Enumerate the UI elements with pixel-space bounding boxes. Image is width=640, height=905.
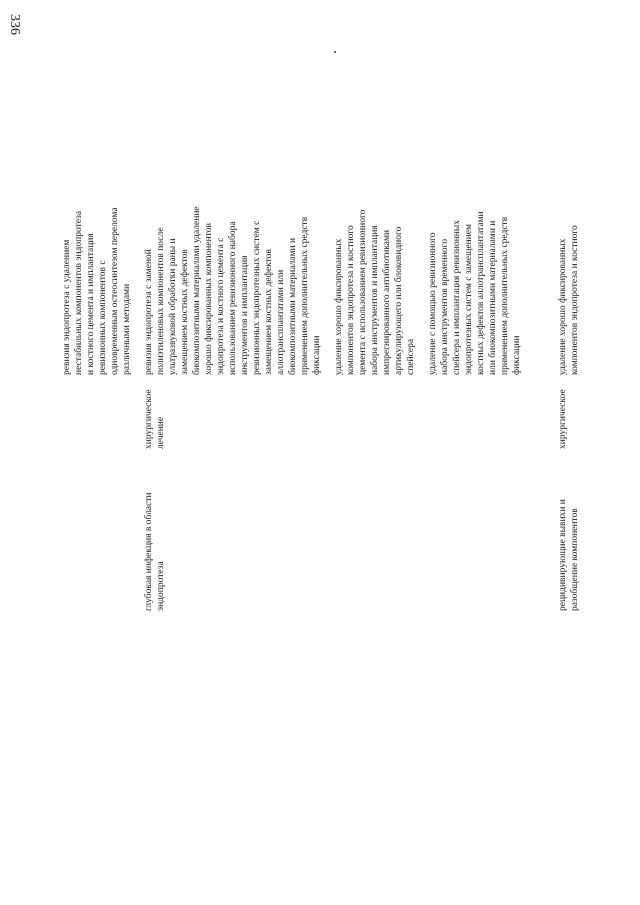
text-line: удаление хорошо фиксированных [558,238,568,375]
text-line: фиксации [312,335,322,375]
text-line: спейсера [406,338,416,375]
text-line: применением дополнительных средств [500,216,510,375]
text-line: лечение [156,416,166,449]
intervention-block [333,105,417,375]
text-line: инструментов и имплантация [240,255,250,375]
text-line: хирургическое [144,389,154,449]
text-line: различными методами [122,283,132,375]
text-line: полиэтиленовых компонентов после [156,227,166,375]
text-line: эндопротеза и костного цемента с [216,237,226,375]
text-line: и костного цемента и имплантация [86,233,96,375]
text-line: эндопротеза [156,561,166,611]
intervention-block [61,105,133,375]
text-line: рецидивирующие вывихи и [558,499,568,611]
rotated-table [61,45,581,905]
text-line: замещением костных дефектов [264,249,274,375]
text-line: ревизионных компонентов с [98,260,108,375]
intervention-cell [61,105,143,375]
text-line: ревизия эндопротеза с заменой [144,249,154,375]
condition-cell [143,461,167,611]
text-line: или биокомпозитными материалами и [488,220,498,375]
text-line: эндопротезных систем с замещением [464,223,474,375]
text-line: одновременным остеосинтезом перелома [110,207,120,375]
text-line: аллотрансплантатами или [276,269,286,375]
text-line: удаление с помощью ревизионного [428,232,438,375]
text-line: набора инструментов и имплантация [370,225,380,375]
text-line: биокомпозитными материалами и [288,237,298,375]
intervention-block [427,105,523,375]
text-line: нестабильных компонентов эндопротеза [74,210,84,375]
method-cell [143,379,167,449]
text-line: фиксации [512,335,522,375]
text-line: биокомпозитными материалами удаление [192,206,202,375]
text-line: замещением костных дефектов [180,249,190,375]
text-line: компонентов эндопротеза и костного [570,225,580,375]
text-line: импрегнированного антибиотиками [382,229,392,375]
text-line: набора инструментов временного [440,238,450,375]
text-line: цемента с использованием ревизионного [358,209,368,375]
page-number: 336 [7,14,22,35]
text-line: костных дефектов аллотрансплантатами [476,211,486,375]
method-cell [557,379,569,449]
text-line: артикулирующего или блоковидного [394,226,404,375]
text-line: глубокая инфекция в области [144,492,154,611]
intervention-block [143,105,323,375]
condition-cell [557,461,581,611]
intervention-cell [557,105,591,375]
text-line: ревизия эндопротеза с удалением [62,239,72,375]
text-line: хорошо фиксированных компонентов [204,223,214,375]
text-line: применением дополнительных средств [300,216,310,375]
text-line: хирургическое [558,389,568,449]
text-line: использованием ревизионного набора [228,221,238,375]
text-line: ревизионных эндопротезных систем с [252,220,262,375]
text-line: ультразвуковой обработки раны и [168,238,178,375]
text-line: разобщение компонентов [570,508,580,611]
text-line: компонентов эндопротеза и костного [346,225,356,375]
text-line: удаление хорошо фиксированных [334,238,344,375]
intervention-cell [143,105,533,375]
text-line: спейсера и имплантация ревизионных [452,220,462,375]
intervention-block [557,105,581,375]
